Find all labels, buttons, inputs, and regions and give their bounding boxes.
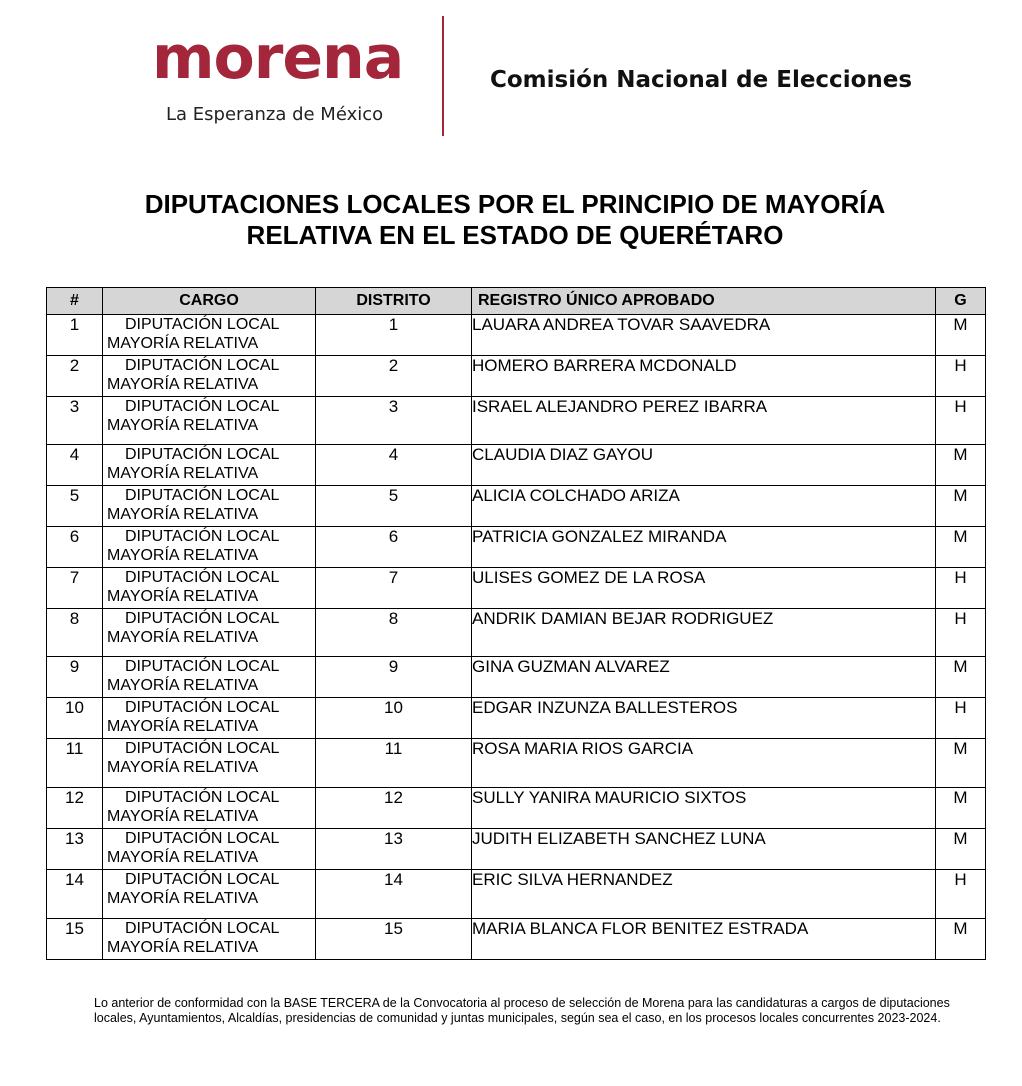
row-cargo <box>103 698 316 739</box>
row-registro: ALICIA COLCHADO ARIZA <box>472 486 936 527</box>
row-genero: M <box>936 919 986 960</box>
row-registro: EDGAR INZUNZA BALLESTEROS <box>472 698 936 739</box>
cargo-line-2: MAYORÍA RELATIVA <box>107 588 259 605</box>
document-title <box>60 189 970 251</box>
row-number: 11 <box>47 739 103 788</box>
row-genero: M <box>936 829 986 870</box>
row-genero: H <box>936 356 986 397</box>
cargo-line-2: MAYORÍA RELATIVA <box>107 629 259 646</box>
cargo-line-1: DIPUTACIÓN LOCAL <box>125 699 280 716</box>
row-number: 5 <box>47 486 103 527</box>
row-number: 14 <box>47 870 103 919</box>
candidates-table <box>46 287 986 960</box>
row-registro: PATRICIA GONZALEZ MIRANDA <box>472 527 936 568</box>
cargo-line-2: MAYORÍA RELATIVA <box>107 465 259 482</box>
cargo-line-2: MAYORÍA RELATIVA <box>107 417 259 434</box>
row-distrito: 2 <box>316 356 472 397</box>
row-genero: H <box>936 698 986 739</box>
header-registro: REGISTRO ÚNICO APROBADO <box>472 288 936 315</box>
row-genero: H <box>936 568 986 609</box>
row-number: 2 <box>47 356 103 397</box>
row-number: 12 <box>47 788 103 829</box>
row-distrito: 12 <box>316 788 472 829</box>
table-row <box>47 356 986 397</box>
row-distrito: 15 <box>316 919 472 960</box>
table-row <box>47 870 986 919</box>
row-registro: JUDITH ELIZABETH SANCHEZ LUNA <box>472 829 936 870</box>
row-genero: M <box>936 788 986 829</box>
cargo-line-2: MAYORÍA RELATIVA <box>107 849 259 866</box>
row-distrito: 8 <box>316 609 472 657</box>
row-number: 9 <box>47 657 103 698</box>
cargo-line-1: DIPUTACIÓN LOCAL <box>125 789 280 806</box>
cargo-line-1: DIPUTACIÓN LOCAL <box>125 528 280 545</box>
cargo-line-1: DIPUTACIÓN LOCAL <box>125 830 280 847</box>
cargo-line-1: DIPUTACIÓN LOCAL <box>125 446 280 463</box>
commission-name: Comisión Nacional de Elecciones <box>490 67 913 93</box>
table-row <box>47 657 986 698</box>
table-row <box>47 788 986 829</box>
row-registro: ANDRIK DAMIAN BEJAR RODRIGUEZ <box>472 609 936 657</box>
row-number: 4 <box>47 445 103 486</box>
table-row <box>47 315 986 356</box>
cargo-line-2: MAYORÍA RELATIVA <box>107 759 259 776</box>
row-distrito: 4 <box>316 445 472 486</box>
row-cargo <box>103 356 316 397</box>
row-distrito: 6 <box>316 527 472 568</box>
row-number: 8 <box>47 609 103 657</box>
row-registro: MARIA BLANCA FLOR BENITEZ ESTRADA <box>472 919 936 960</box>
cargo-line-2: MAYORÍA RELATIVA <box>107 547 259 564</box>
row-number: 13 <box>47 829 103 870</box>
row-genero: H <box>936 870 986 919</box>
cargo-line-2: MAYORÍA RELATIVA <box>107 939 259 956</box>
row-genero: H <box>936 397 986 445</box>
cargo-line-1: DIPUTACIÓN LOCAL <box>125 487 280 504</box>
table-row <box>47 739 986 788</box>
row-number: 15 <box>47 919 103 960</box>
row-number: 7 <box>47 568 103 609</box>
row-distrito: 13 <box>316 829 472 870</box>
row-distrito: 7 <box>316 568 472 609</box>
cargo-line-1: DIPUTACIÓN LOCAL <box>125 569 280 586</box>
cargo-line-2: MAYORÍA RELATIVA <box>107 376 259 393</box>
cargo-line-2: MAYORÍA RELATIVA <box>107 718 259 735</box>
table-header-row <box>47 288 986 315</box>
cargo-line-1: DIPUTACIÓN LOCAL <box>125 357 280 374</box>
row-cargo <box>103 870 316 919</box>
header-distrito: DISTRITO <box>316 288 472 315</box>
table-row <box>47 397 986 445</box>
row-genero: M <box>936 445 986 486</box>
row-number: 6 <box>47 527 103 568</box>
row-cargo <box>103 397 316 445</box>
title-line-1: DIPUTACIONES LOCALES POR EL PRINCIPIO DE MAYORÍA <box>144 189 886 219</box>
row-number: 10 <box>47 698 103 739</box>
row-registro: LAUARA ANDREA TOVAR SAAVEDRA <box>472 315 936 356</box>
row-distrito: 14 <box>316 870 472 919</box>
row-registro: CLAUDIA DIAZ GAYOU <box>472 445 936 486</box>
cargo-line-1: DIPUTACIÓN LOCAL <box>125 610 280 627</box>
table-row <box>47 568 986 609</box>
cargo-line-2: MAYORÍA RELATIVA <box>107 890 259 907</box>
row-registro: ERIC SILVA HERNANDEZ <box>472 870 936 919</box>
table-row <box>47 829 986 870</box>
row-registro: ROSA MARIA RIOS GARCIA <box>472 739 936 788</box>
row-cargo <box>103 739 316 788</box>
cargo-line-2: MAYORÍA RELATIVA <box>107 335 259 352</box>
cargo-line-1: DIPUTACIÓN LOCAL <box>125 658 280 675</box>
row-registro: ULISES GOMEZ DE LA ROSA <box>472 568 936 609</box>
row-distrito: 5 <box>316 486 472 527</box>
header-genero: G <box>936 288 986 315</box>
row-genero: M <box>936 486 986 527</box>
row-registro: HOMERO BARRERA MCDONALD <box>472 356 936 397</box>
footnote: Lo anterior de conformidad con la BASE TERCERA de la Convocatoria al proceso de selección de Morena para las candidaturas a cargos de diputaciones locales, Ayuntamientos, Alcaldías, presidencias de comunidad y juntas municipales, según sea el caso, en los procesos locales concurrentes 2023-2024. <box>94 996 950 1025</box>
cargo-line-1: DIPUTACIÓN LOCAL <box>125 316 280 333</box>
header-number: # <box>47 288 103 315</box>
table-row <box>47 486 986 527</box>
cargo-line-2: MAYORÍA RELATIVA <box>107 808 259 825</box>
table-row <box>47 527 986 568</box>
row-registro: ISRAEL ALEJANDRO PEREZ IBARRA <box>472 397 936 445</box>
cargo-line-1: DIPUTACIÓN LOCAL <box>125 740 280 757</box>
row-genero: M <box>936 657 986 698</box>
table-row <box>47 609 986 657</box>
header-divider <box>442 16 444 136</box>
table-row <box>47 445 986 486</box>
row-cargo <box>103 568 316 609</box>
title-line-2: RELATIVA EN EL ESTADO DE QUERÉTARO <box>246 220 784 250</box>
row-distrito: 3 <box>316 397 472 445</box>
row-cargo <box>103 609 316 657</box>
row-cargo <box>103 445 316 486</box>
row-cargo <box>103 788 316 829</box>
cargo-line-1: DIPUTACIÓN LOCAL <box>125 398 280 415</box>
row-cargo <box>103 829 316 870</box>
cargo-line-1: DIPUTACIÓN LOCAL <box>125 871 280 888</box>
row-cargo <box>103 919 316 960</box>
row-cargo <box>103 657 316 698</box>
morena-logo-wordmark: morena <box>152 23 404 93</box>
table-row <box>47 919 986 960</box>
document-header <box>0 0 1022 150</box>
row-genero: M <box>936 315 986 356</box>
row-genero: H <box>936 609 986 657</box>
row-distrito: 9 <box>316 657 472 698</box>
table-row <box>47 698 986 739</box>
row-cargo <box>103 527 316 568</box>
row-number: 3 <box>47 397 103 445</box>
row-genero: M <box>936 739 986 788</box>
row-genero: M <box>936 527 986 568</box>
cargo-line-1: DIPUTACIÓN LOCAL <box>125 920 280 937</box>
row-cargo <box>103 315 316 356</box>
morena-logo-tagline: La Esperanza de México <box>166 104 384 125</box>
row-registro: GINA GUZMAN ALVAREZ <box>472 657 936 698</box>
table-body <box>47 315 986 960</box>
row-registro: SULLY YANIRA MAURICIO SIXTOS <box>472 788 936 829</box>
row-cargo <box>103 486 316 527</box>
row-distrito: 1 <box>316 315 472 356</box>
row-number: 1 <box>47 315 103 356</box>
cargo-line-2: MAYORÍA RELATIVA <box>107 677 259 694</box>
row-distrito: 10 <box>316 698 472 739</box>
header-cargo: CARGO <box>103 288 316 315</box>
row-distrito: 11 <box>316 739 472 788</box>
cargo-line-2: MAYORÍA RELATIVA <box>107 506 259 523</box>
